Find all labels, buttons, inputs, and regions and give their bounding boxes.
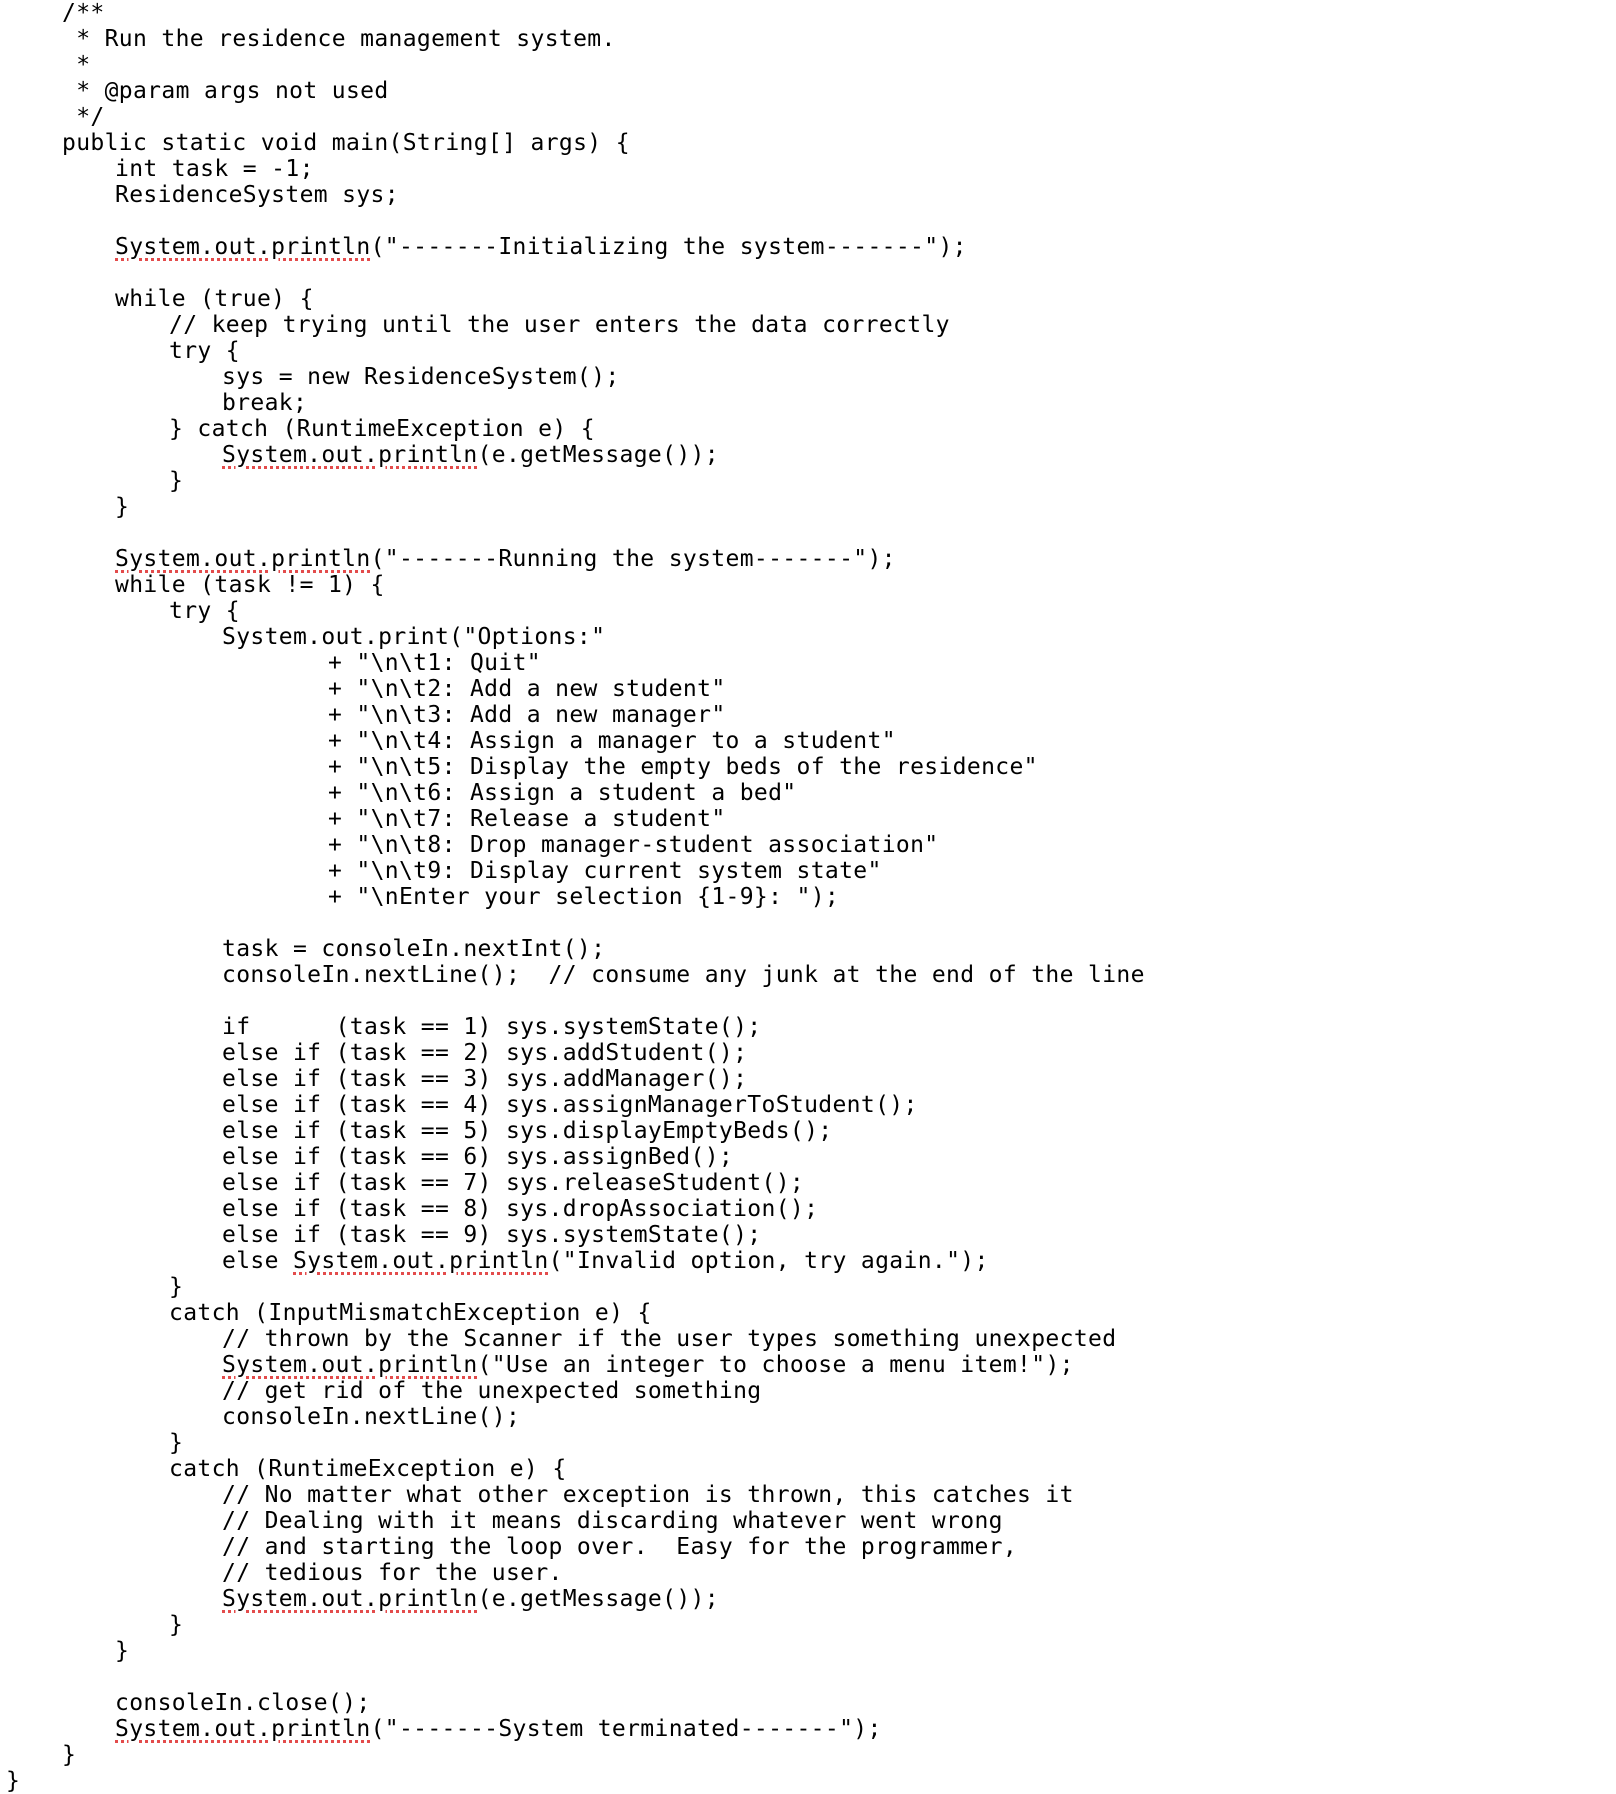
code-text: } bbox=[169, 1612, 184, 1638]
code-line[interactable] bbox=[62, 78, 389, 104]
code-line[interactable] bbox=[328, 780, 797, 806]
code-line[interactable] bbox=[115, 494, 129, 520]
code-text: } bbox=[115, 1638, 130, 1664]
code-text: (e.getMessage()); bbox=[477, 1586, 719, 1612]
code-text: ResidenceSystem sys; bbox=[115, 182, 399, 208]
code-text: break; bbox=[222, 390, 308, 416]
code-text: * bbox=[62, 52, 91, 78]
code-text: consoleIn.nextLine(); bbox=[222, 1404, 521, 1430]
code-line[interactable] bbox=[115, 1716, 882, 1742]
code-line[interactable] bbox=[222, 364, 620, 390]
code-line[interactable] bbox=[62, 1742, 76, 1768]
code-text: * @param args not used bbox=[62, 78, 389, 104]
code-text: ("Use an integer to choose a menu item!"); bbox=[477, 1352, 1074, 1378]
spellcheck-flagged-word: System.out.println bbox=[115, 546, 371, 572]
code-line[interactable] bbox=[328, 884, 839, 910]
code-text: while (task != 1) { bbox=[115, 572, 385, 598]
code-line[interactable] bbox=[328, 858, 882, 884]
code-text: // keep trying until the user enters the data correctly bbox=[169, 312, 950, 338]
code-text: } bbox=[169, 1274, 184, 1300]
code-line[interactable] bbox=[222, 390, 307, 416]
code-line[interactable] bbox=[222, 1144, 733, 1170]
code-line[interactable] bbox=[115, 156, 314, 182]
code-line[interactable] bbox=[222, 1586, 719, 1612]
code-text: // thrown by the Scanner if the user types something unexpected bbox=[222, 1326, 1117, 1352]
code-line[interactable] bbox=[222, 1404, 520, 1430]
code-line[interactable] bbox=[169, 1612, 183, 1638]
code-line[interactable] bbox=[222, 1040, 747, 1066]
code-line[interactable] bbox=[222, 624, 605, 650]
code-line[interactable] bbox=[115, 1638, 129, 1664]
code-text: else if (task == 2) sys.addStudent(); bbox=[222, 1040, 748, 1066]
code-text: ("-------Running the system-------"); bbox=[370, 546, 896, 572]
spellcheck-flagged-word: System.out.println bbox=[222, 1352, 478, 1378]
code-text: // tedious for the user. bbox=[222, 1560, 563, 1586]
code-text: } bbox=[115, 494, 130, 520]
code-text: + "\n\t1: Quit" bbox=[328, 650, 541, 676]
code-line[interactable] bbox=[328, 650, 541, 676]
code-line[interactable] bbox=[62, 104, 105, 130]
code-line[interactable] bbox=[222, 1170, 804, 1196]
code-text: // Dealing with it means discarding whatever went wrong bbox=[222, 1508, 1003, 1534]
code-line[interactable] bbox=[115, 572, 385, 598]
code-line[interactable] bbox=[169, 1456, 567, 1482]
code-line[interactable] bbox=[169, 1430, 183, 1456]
code-line[interactable] bbox=[222, 1092, 918, 1118]
code-text: System.out.print("Options:" bbox=[222, 624, 606, 650]
code-line[interactable] bbox=[222, 1196, 818, 1222]
code-text: * Run the residence management system. bbox=[62, 26, 616, 52]
code-line[interactable] bbox=[115, 182, 399, 208]
code-line[interactable] bbox=[222, 1066, 747, 1092]
code-text: } bbox=[169, 468, 184, 494]
code-text: + "\n\t5: Display the empty beds of the residence" bbox=[328, 754, 1038, 780]
code-text: else if (task == 3) sys.addManager(); bbox=[222, 1066, 748, 1092]
spellcheck-flagged-word: System.out.println bbox=[222, 1586, 478, 1612]
code-text: // and starting the loop over. Easy for the programmer, bbox=[222, 1534, 1018, 1560]
code-line[interactable] bbox=[169, 468, 183, 494]
code-line[interactable] bbox=[169, 1274, 183, 1300]
code-line[interactable] bbox=[222, 1248, 989, 1274]
code-line[interactable] bbox=[328, 832, 938, 858]
code-line[interactable] bbox=[115, 1690, 371, 1716]
code-line[interactable] bbox=[169, 312, 950, 338]
code-text: ("Invalid option, try again."); bbox=[548, 1248, 989, 1274]
code-line[interactable] bbox=[62, 130, 630, 156]
code-line[interactable] bbox=[222, 1508, 1003, 1534]
code-line[interactable] bbox=[222, 1118, 832, 1144]
code-text: /** bbox=[62, 0, 105, 26]
code-line[interactable] bbox=[222, 1378, 762, 1404]
code-text: else if (task == 5) sys.displayEmptyBeds(); bbox=[222, 1118, 833, 1144]
spellcheck-flagged-word: System.out.println bbox=[293, 1248, 549, 1274]
code-text: int task = -1; bbox=[115, 156, 314, 182]
code-text: consoleIn.close(); bbox=[115, 1690, 371, 1716]
code-text: } catch (RuntimeException e) { bbox=[169, 416, 595, 442]
code-line[interactable] bbox=[328, 728, 896, 754]
code-text: // get rid of the unexpected something bbox=[222, 1378, 762, 1404]
code-text: else if (task == 9) sys.systemState(); bbox=[222, 1222, 762, 1248]
code-line[interactable] bbox=[115, 286, 314, 312]
code-line[interactable] bbox=[169, 338, 240, 364]
code-text: } bbox=[6, 1768, 21, 1794]
code-text: + "\n\t8: Drop manager-student association" bbox=[328, 832, 939, 858]
code-line[interactable] bbox=[328, 702, 726, 728]
spellcheck-flagged-word: System.out.println bbox=[222, 442, 478, 468]
code-text: public static void main(String[] args) { bbox=[62, 130, 630, 156]
code-line[interactable] bbox=[62, 0, 105, 26]
code-text: else if (task == 7) sys.releaseStudent(); bbox=[222, 1170, 805, 1196]
code-line[interactable] bbox=[169, 416, 595, 442]
code-line[interactable] bbox=[115, 234, 967, 260]
code-line[interactable] bbox=[222, 936, 605, 962]
code-text: consoleIn.nextLine(); // consume any junk at the end of the line bbox=[222, 962, 1145, 988]
code-line[interactable] bbox=[6, 1768, 20, 1794]
code-text: while (true) { bbox=[115, 286, 314, 312]
code-text: sys = new ResidenceSystem(); bbox=[222, 364, 620, 390]
code-text: + "\n\t6: Assign a student a bed" bbox=[328, 780, 797, 806]
code-line[interactable] bbox=[222, 962, 1145, 988]
code-line[interactable] bbox=[222, 1326, 1116, 1352]
code-text: try { bbox=[169, 598, 240, 624]
code-text: + "\n\t4: Assign a manager to a student" bbox=[328, 728, 896, 754]
code-text: } bbox=[62, 1742, 77, 1768]
code-line[interactable] bbox=[62, 26, 616, 52]
spellcheck-flagged-word: System.out.println bbox=[115, 1716, 371, 1742]
code-text: // No matter what other exception is thrown, this catches it bbox=[222, 1482, 1074, 1508]
code-line[interactable] bbox=[222, 442, 719, 468]
code-text: + "\n\t7: Release a student" bbox=[328, 806, 726, 832]
code-line[interactable] bbox=[222, 1560, 563, 1586]
code-text: */ bbox=[62, 104, 105, 130]
code-text: + "\nEnter your selection {1-9}: "); bbox=[328, 884, 840, 910]
code-line[interactable] bbox=[169, 1300, 652, 1326]
code-line[interactable] bbox=[222, 1482, 1074, 1508]
code-line[interactable] bbox=[222, 1534, 1017, 1560]
code-line[interactable] bbox=[222, 1222, 762, 1248]
code-line[interactable] bbox=[328, 754, 1038, 780]
code-text: task = consoleIn.nextInt(); bbox=[222, 936, 606, 962]
code-line[interactable] bbox=[169, 598, 240, 624]
code-text: else bbox=[222, 1248, 293, 1274]
code-text: catch (RuntimeException e) { bbox=[169, 1456, 567, 1482]
code-text: catch (InputMismatchException e) { bbox=[169, 1300, 652, 1326]
code-text: + "\n\t3: Add a new manager" bbox=[328, 702, 726, 728]
code-text: else if (task == 6) sys.assignBed(); bbox=[222, 1144, 734, 1170]
code-text: if (task == 1) sys.systemState(); bbox=[222, 1014, 762, 1040]
code-text: ("-------System terminated-------"); bbox=[370, 1716, 882, 1742]
code-line[interactable] bbox=[222, 1352, 1074, 1378]
code-text: else if (task == 4) sys.assignManagerToStudent(); bbox=[222, 1092, 918, 1118]
code-text: (e.getMessage()); bbox=[477, 442, 719, 468]
code-line[interactable] bbox=[115, 546, 896, 572]
code-text: try { bbox=[169, 338, 240, 364]
code-text: else if (task == 8) sys.dropAssociation(); bbox=[222, 1196, 819, 1222]
code-line[interactable] bbox=[328, 676, 726, 702]
code-text: } bbox=[169, 1430, 184, 1456]
code-text: + "\n\t9: Display current system state" bbox=[328, 858, 882, 884]
code-line[interactable] bbox=[62, 52, 90, 78]
code-text: + "\n\t2: Add a new student" bbox=[328, 676, 726, 702]
code-line[interactable] bbox=[222, 1014, 762, 1040]
code-line[interactable] bbox=[328, 806, 726, 832]
code-text: ("-------Initializing the system-------"); bbox=[370, 234, 967, 260]
spellcheck-flagged-word: System.out.println bbox=[115, 234, 371, 260]
